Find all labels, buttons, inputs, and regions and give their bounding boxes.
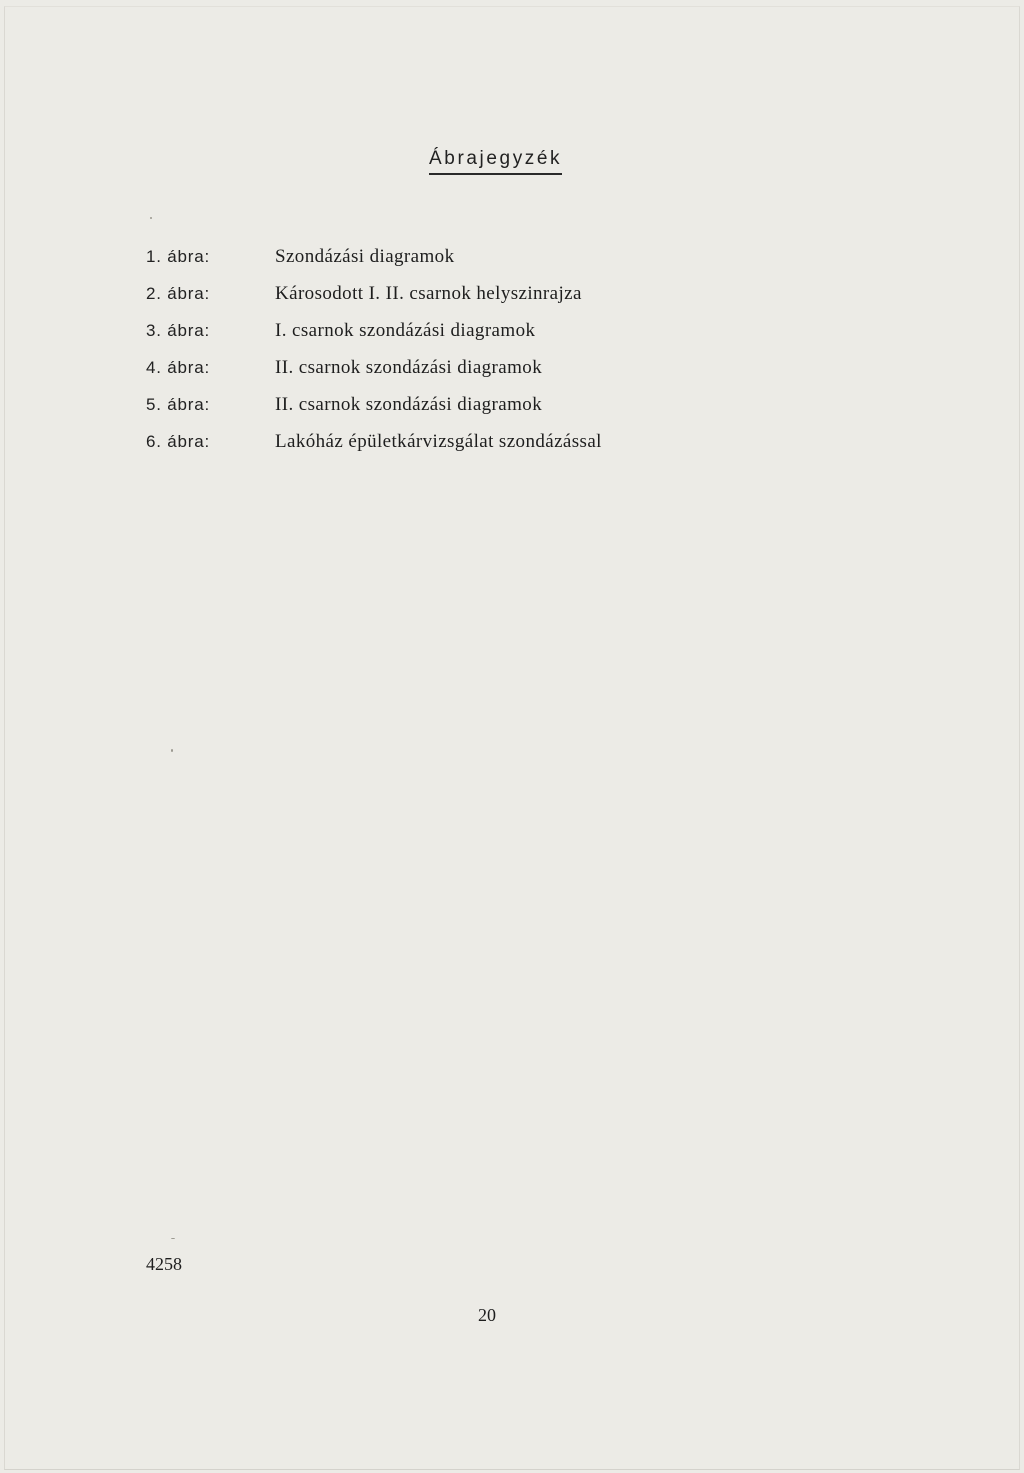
list-item [146, 320, 602, 357]
figure-number: 3. ábra: [146, 321, 211, 340]
figure-caption: II. csarnok szondázási diagramok [275, 357, 543, 378]
page-number: 20 [478, 1305, 496, 1325]
figure-number: 2. ábra: [146, 284, 211, 303]
scan-speck [171, 749, 173, 752]
document-code-number: 4258 [146, 1254, 182, 1274]
scan-speck [150, 217, 152, 219]
figure-caption: II. csarnok szondázási diagramok [275, 394, 543, 415]
page-title: Ábrajegyzék [429, 148, 562, 175]
figure-caption: Szondázási diagramok [275, 246, 455, 267]
figure-number: 6. ábra: [146, 432, 211, 451]
figure-caption: Lakóház épületkárvizsgálat szondázással [275, 431, 602, 452]
list-item [146, 283, 602, 320]
list-item [146, 246, 602, 283]
list-item [146, 394, 602, 431]
figure-list [146, 246, 602, 468]
list-item [146, 431, 602, 468]
figure-caption: I. csarnok szondázási diagramok [275, 320, 536, 341]
figure-number: 1. ábra: [146, 247, 211, 266]
figure-number: 5. ábra: [146, 395, 211, 414]
list-item [146, 357, 602, 394]
figure-caption: Károsodott I. II. csarnok helyszinrajza [275, 283, 582, 304]
page-border [4, 6, 1020, 1470]
scan-speck [171, 1238, 175, 1239]
figure-number: 4. ábra: [146, 358, 211, 377]
